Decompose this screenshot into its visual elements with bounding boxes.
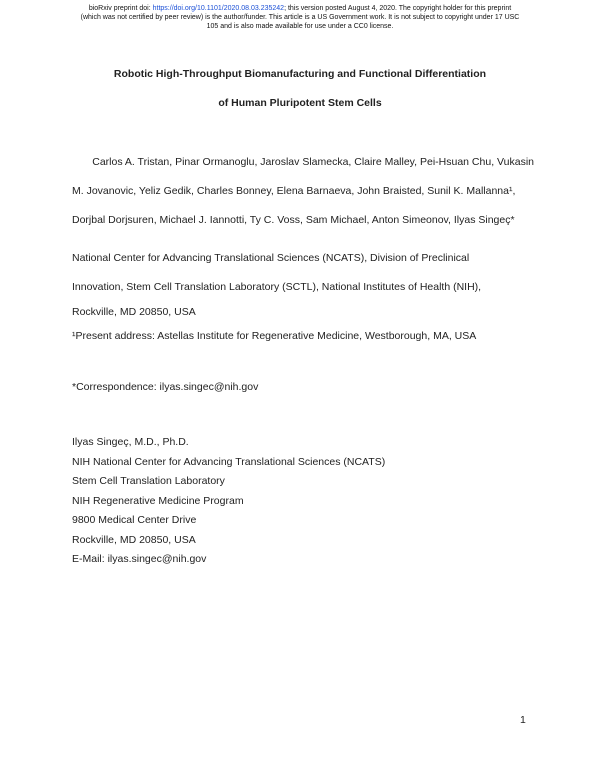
contact-institution: NIH National Center for Advancing Translational Sciences (NCATS) <box>72 455 386 468</box>
contact-name: Ilyas Singeç, M.D., Ph.D. <box>72 436 189 448</box>
correspondence: *Correspondence: ilyas.singec@nih.gov <box>72 381 259 393</box>
contact-email[interactable]: E-Mail: ilyas.singec@nih.gov <box>72 553 207 565</box>
preprint-notice-line3: 105 and is also made available for use under a CC0 license. <box>206 23 394 30</box>
author-line1: Carlos A. Tristan, Pinar Ormanoglu, Jaroslav Slamecka, Claire Malley, Pei-Hsuan Chu, Vukasin <box>92 156 534 168</box>
doi-link[interactable]: https://doi.org/10.1101/2020.08.03.235242 <box>152 5 285 12</box>
paper-title-line1: Robotic High-Throughput Biomanufacturing and Functional Differentiation <box>113 68 487 80</box>
affiliation-line1: National Center for Advancing Translational Sciences (NCATS), Division of Preclinical <box>72 252 470 264</box>
preprint-prefix: bioRxiv preprint doi: <box>88 5 153 12</box>
preprint-notice-line1 <box>0 4 600 13</box>
page-number: 1 <box>520 714 526 726</box>
preprint-suffix: ; this version posted August 4, 2020. The copyright holder for this preprint <box>284 5 512 12</box>
author-line3: Dorjbal Dorjsuren, Michael J. Iannotti, Ty C. Voss, Sam Michael, Anton Simeonov, Ilyas Singeç* <box>72 214 515 226</box>
author-line2: M. Jovanovic, Yeliz Gedik, Charles Bonney, Elena Barnaeva, John Braisted, Sunil K. Mallanna¹, <box>72 185 516 197</box>
contact-lab: Stem Cell Translation Laboratory <box>72 475 225 487</box>
affiliation-line3: Rockville, MD 20850, USA <box>72 306 196 318</box>
present-address: ¹Present address: Astellas Institute for Regenerative Medicine, Westborough, MA, USA <box>72 330 477 342</box>
contact-block <box>72 433 385 570</box>
contact-city: Rockville, MD 20850, USA <box>72 533 196 546</box>
contact-program: NIH Regenerative Medicine Program <box>72 494 244 507</box>
preprint-notice <box>0 4 600 31</box>
contact-street: 9800 Medical Center Drive <box>72 514 197 526</box>
affiliation-line2: Innovation, Stem Cell Translation Laboratory (SCTL), National Institutes of Health (NIH), <box>72 281 482 293</box>
author-list <box>72 148 534 235</box>
paper-title-line2: of Human Pluripotent Stem Cells <box>218 97 382 109</box>
preprint-notice-line2: (which was not certified by peer review) is the author/funder. This article is a US Government work. It is not subject to copyright under 17 USC <box>80 14 520 21</box>
